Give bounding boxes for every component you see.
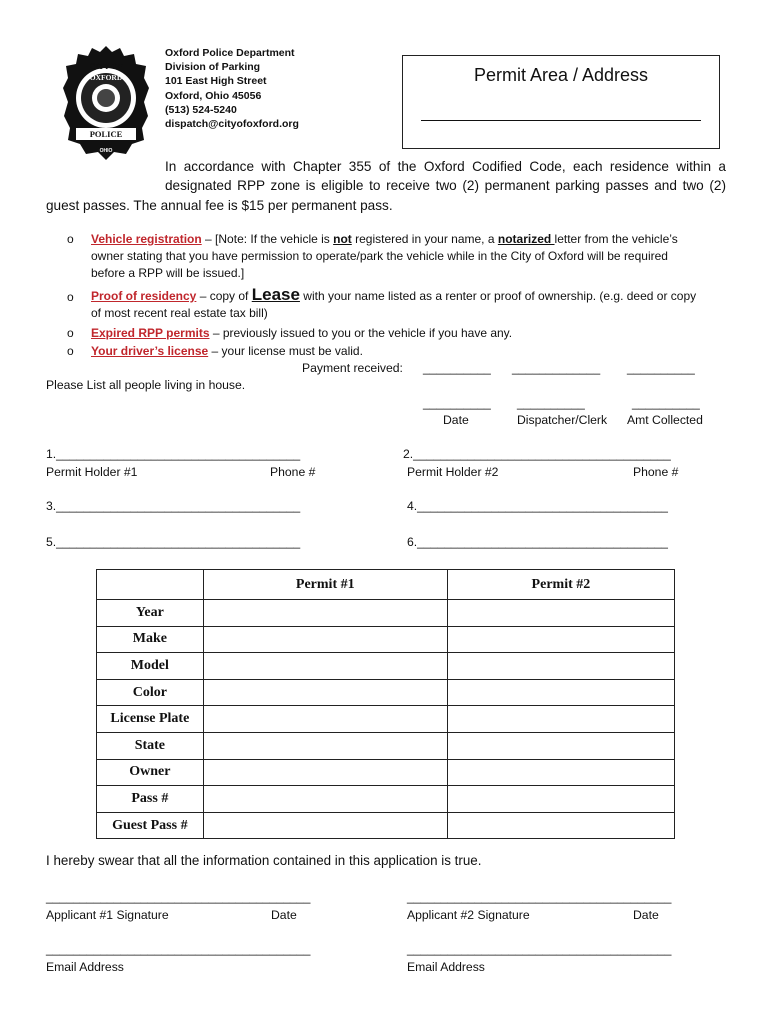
department-contact [165,46,299,131]
permit-holder-1-label: Permit Holder #1 [46,465,138,479]
permit-1-cell[interactable] [203,759,447,786]
swear-statement: I hereby swear that all the information contained in this application is true. [46,853,482,868]
email-1-field[interactable]: _______________________________________ [46,942,311,956]
people-prompt: Please List all people living in house. [46,378,246,392]
date-label: Date [443,413,469,427]
table-row [97,786,675,813]
row-label: State [97,732,204,759]
intro-line-2: designated RPP zone is eligible to receive two (2) permanent parking passes and two (2) [165,178,726,193]
phone-number: (513) 524-5240 [165,103,237,116]
drivers-license-label: Your driver’s license [91,344,209,358]
badge-text-police: POLICE [89,129,123,139]
table-row [97,653,675,680]
requirement-proof-of-residency: Proof of residency – copy of Lease with your name listed as a renter or proof of ownership. (e.g. deed or copy of most recent real estate tax bill) [91,285,697,320]
table-row [97,732,675,759]
permit-vehicle-table [96,569,675,839]
applicant-1-signature-field[interactable]: _______________________________________ [46,890,311,904]
date-blank[interactable]: __________ [423,396,491,410]
department-name: Oxford Police Department [165,47,295,59]
table-header-blank [97,570,204,600]
dispatcher-clerk-label: Dispatcher/Clerk [517,413,608,427]
permit-2-cell[interactable] [447,786,674,813]
table-row [97,812,675,839]
permit-1-cell[interactable] [203,732,447,759]
permit-1-cell[interactable] [203,812,447,839]
email-address: dispatch@cityofoxford.org [165,118,299,131]
notarized-emphasis: notarized [497,232,555,246]
table-header-row [97,570,675,600]
street-address: 101 East High Street [165,75,267,88]
permit-1-cell[interactable] [203,706,447,733]
email-2-field[interactable]: _______________________________________ [407,942,672,956]
permit-holder-2-label: Permit Holder #2 [407,465,499,479]
table-row [97,706,675,733]
permit-2-cell[interactable] [447,600,674,627]
bullet: o [67,232,74,246]
payment-blank-2[interactable]: _____________ [512,361,601,375]
person-6-field[interactable]: 6._____________________________________ [407,535,668,549]
requirement-drivers-license: Your driver’s license – your license must be valid. [91,344,363,358]
table-row [97,600,675,627]
requirement-expired-permits: Expired RPP permits – previously issued to you or the vehicle if you have any. [91,326,513,340]
applicant-1-date-label: Date [271,908,297,922]
row-label: Pass # [97,786,204,813]
city-state-zip: Oxford, Ohio 45056 [165,89,262,102]
bullet: o [67,344,74,358]
amount-collected-label: Amt Collected [627,413,703,427]
division-name: Division of Parking [165,61,261,74]
requirement-vehicle-registration: Vehicle registration – [Note: If the vehicle is not registered in your name, a notarized letter from the vehicle’s owner stating that you have permission to operate/park the vehicle while in the City of Oxford will be required before a RPP will be issued.] [91,232,678,280]
permit-1-cell[interactable] [203,679,447,706]
applicant-2-signature-field[interactable]: _______________________________________ [407,890,672,904]
lease-emphasis: Lease [251,285,300,304]
badge-text-city: CITY OF [89,62,123,71]
row-label: Make [97,626,204,653]
dispatcher-blank[interactable]: __________ [517,396,585,410]
expired-permits-label: Expired RPP permits [91,326,210,340]
permit-1-cell[interactable] [203,653,447,680]
permit-2-cell[interactable] [447,679,674,706]
proof-of-residency-label: Proof of residency [91,289,197,303]
permit-2-cell[interactable] [447,626,674,653]
applicant-2-date-label: Date [633,908,659,922]
row-label: License Plate [97,706,204,733]
person-2-field[interactable]: 2.______________________________________ [403,447,671,461]
badge-text-ohio: OHIO [99,148,113,154]
person-4-field[interactable]: 4._____________________________________ [407,499,668,513]
permit-area-address-field[interactable] [421,120,701,121]
row-label: Owner [97,759,204,786]
badge-text-oxford: OXFORD [89,73,123,82]
intro-line-1: In accordance with Chapter 355 of the Oxford Codified Code, each residence within a [165,159,726,174]
email-1-label: Email Address [46,960,124,974]
table-header-permit-2: Permit #2 [447,570,674,600]
table-row [97,626,675,653]
permit-1-cell[interactable] [203,600,447,627]
person-5-field[interactable]: 5.____________________________________ [46,535,301,549]
applicant-2-signature-label: Applicant #2 Signature [407,908,530,922]
amount-blank[interactable]: __________ [632,396,700,410]
bullet: o [67,326,74,340]
row-label: Model [97,653,204,680]
applicant-1-signature-label: Applicant #1 Signature [46,908,169,922]
row-label: Guest Pass # [97,812,204,839]
permit-2-cell[interactable] [447,759,674,786]
table-row [97,759,675,786]
phone-label-1: Phone # [270,465,316,479]
table-header-permit-1: Permit #1 [203,570,447,600]
phone-label-2: Phone # [633,465,679,479]
payment-blank-3[interactable]: __________ [627,361,695,375]
person-1-field[interactable]: 1.____________________________________ [46,447,301,461]
person-3-field[interactable]: 3.____________________________________ [46,499,301,513]
row-label: Color [97,679,204,706]
permit-area-box [402,55,720,149]
permit-1-cell[interactable] [203,626,447,653]
permit-2-cell[interactable] [447,812,674,839]
intro-line-3: guest passes. The annual fee is $15 per permanent pass. [46,198,393,213]
permit-area-title: Permit Area / Address [473,65,649,85]
police-badge-logo [62,44,150,162]
payment-blank-1[interactable]: __________ [423,361,491,375]
permit-2-cell[interactable] [447,653,674,680]
vehicle-registration-label: Vehicle registration [91,232,202,246]
permit-1-cell[interactable] [203,786,447,813]
table-row [97,679,675,706]
not-emphasis: not [333,232,352,246]
permit-2-cell[interactable] [447,732,674,759]
row-label: Year [97,600,204,627]
payment-received-label: Payment received: [302,361,403,375]
email-2-label: Email Address [407,960,485,974]
bullet: o [67,290,74,304]
permit-2-cell[interactable] [447,706,674,733]
